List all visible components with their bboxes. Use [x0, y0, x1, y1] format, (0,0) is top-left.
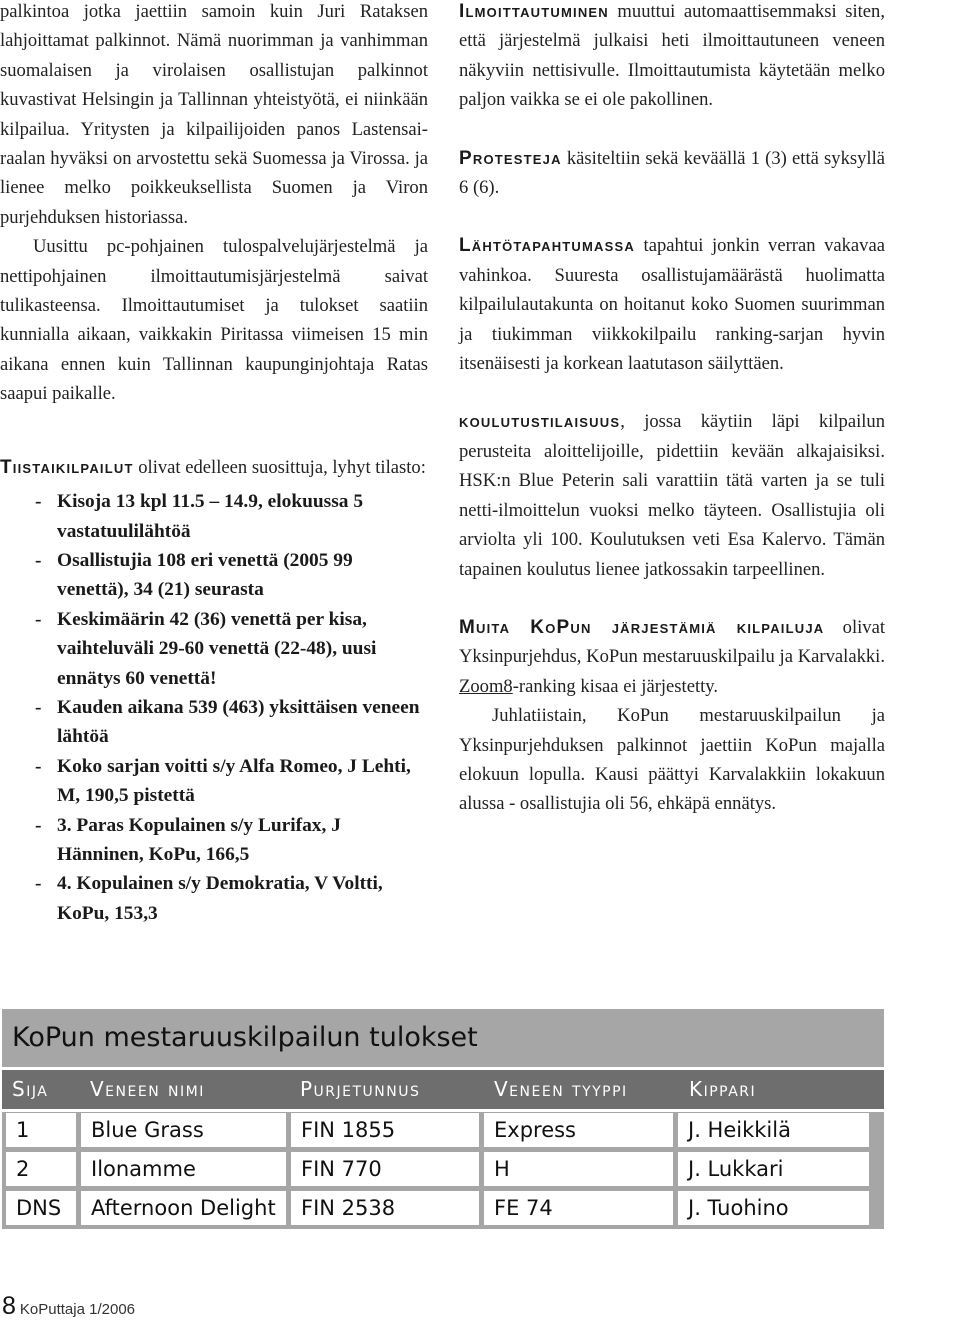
- list-item: [0, 811, 428, 870]
- list-item-text: 4. Kopulainen s/y Demokratia, V Voltti, KoPu, 153,3: [57, 873, 383, 924]
- dash-marker: -: [35, 491, 42, 513]
- paragraph-awards: Juhlatiistain, KoPun mestaruuskilpailun ja Yksinpurjehduksen palkinnot jaettiin KoPun majalla elokuun lopulla. Kausi päättyi Karvalakkiin lokakuun alussa - osallistujia oli 56, ehkäpä ennätys.: [459, 705, 885, 815]
- registration-heading: Ilmoittautuminen: [459, 1, 609, 22]
- cell-skipper: J. Heikkilä: [677, 1112, 870, 1148]
- start-events-text: tapahtui jonkin verran vakavaa vahinkoa. Suuresta osallistujamäärästä huolimatta kilpailulautakunta on hoitanut koko Suomen suurimman ja tiukimman viikkokilpailu ranking-sarjan hyvin itsenäisesti ja korkean laatutason säilyttäen.: [459, 235, 885, 375]
- registration-text: muuttui automaattisemmaksi siten, että järjestelmä julkaisi heti ilmoittautuneen veneen näkyviin nettisivulle. Ilmoittautumista käytetään melko paljon vaikka se ei ole pakollinen.: [459, 1, 885, 111]
- list-item: [0, 752, 428, 811]
- dash-marker: -: [35, 549, 42, 571]
- paragraph-prize-intro: palkintoa jotka jaettiin samoin kuin Juri Rataksen lahjoittamat palkinnot. Nämä nuorimman ja vanhimman suomalaisen ja virolaisen osallistujan palkinnot kuvastivat Helsingin ja Tallinnan yhteistyötä, ei niinkään kilpailua. Yritysten ja kilpailijoiden panos Lastensairaalan hyväksi on arvostettu sekä Suomessa ja Virossa. ja lienee melko poikkeuksellista Suomen ja Viron purjehduksen historiassa.: [0, 1, 428, 228]
- dash-marker: -: [35, 873, 42, 895]
- paragraph-tuesday-races: [0, 453, 428, 482]
- paragraph-training: [459, 407, 885, 583]
- dash-marker: -: [35, 696, 42, 718]
- results-table: [2, 1009, 884, 1229]
- results-table-header: [2, 1070, 884, 1109]
- table-row: [5, 1112, 881, 1148]
- publication-name: KoPuttaja 1/2006: [19, 1301, 135, 1318]
- dash-marker: -: [35, 608, 42, 630]
- paragraph-result-service: Uusittu pc-pohjainen tulospalvelujärjestelmä ja nettipohjainen ilmoittautumisjärjestelmä saivat tulikasteensa. Ilmoittautumiset ja tulokset saatiin kunnialla aikaan, vaikkakin Piritassa viimeisen 15 min aikana ennen kuin Tallinnan kaupunginjohtaja Ratas saapui paikalle.: [0, 236, 428, 405]
- cell-boat-name: Afternoon Delight: [80, 1190, 287, 1226]
- protests-heading: Protesteja: [459, 147, 562, 169]
- paragraph-other-races: [459, 613, 885, 701]
- cell-boat-type: FE 74: [483, 1190, 674, 1226]
- cell-boat-name: Ilonamme: [80, 1151, 287, 1187]
- protests-text: käsiteltiin sekä keväällä 1 (3) että syksyllä 6 (6).: [459, 147, 885, 199]
- other-races-text: olivat Yksinpurjehdus, KoPun mestaruuskilpailu ja Karvalakki.: [459, 616, 885, 668]
- cell-sail-number: FIN 770: [290, 1151, 480, 1187]
- tuesday-races-text: olivat edelleen suosittuja, lyhyt tilasto:: [133, 456, 426, 478]
- results-table-body: [2, 1112, 884, 1229]
- cell-skipper: J. Tuohino: [677, 1190, 870, 1226]
- table-row: [5, 1190, 881, 1226]
- cell-rank: DNS: [5, 1190, 77, 1226]
- statistics-list: [0, 487, 428, 928]
- list-item: [0, 869, 428, 928]
- table-row: [5, 1151, 881, 1187]
- start-events-heading: Lähtötapahtumassa: [459, 235, 635, 257]
- paragraph-protests: [459, 144, 885, 203]
- header-sail-number: Purjetunnus: [300, 1077, 421, 1101]
- cell-boat-type: Express: [483, 1112, 674, 1148]
- cell-boat-name: Blue Grass: [80, 1112, 287, 1148]
- page-footer: [2, 1292, 135, 1321]
- list-item: [0, 605, 428, 693]
- dash-marker: -: [35, 755, 42, 777]
- dash-marker: -: [35, 814, 42, 836]
- paragraph-registration: [459, 0, 885, 115]
- results-table-title: KoPun mestaruuskilpailun tulokset: [2, 1009, 884, 1067]
- tuesday-races-heading: Tiistaikilpailut: [0, 456, 134, 478]
- list-item: [0, 546, 428, 605]
- header-skipper: Kippari: [689, 1077, 757, 1101]
- paragraph-start-events: [459, 231, 885, 378]
- page-number: 8: [2, 1292, 16, 1320]
- header-rank: Sija: [12, 1077, 49, 1101]
- header-boat-name: Veneen nimi: [90, 1077, 205, 1101]
- list-item-text: Kauden aikana 539 (463) yksittäisen veneen lähtöä: [57, 696, 420, 748]
- cell-sail-number: FIN 2538: [290, 1190, 480, 1226]
- cell-skipper: J. Lukkari: [677, 1151, 870, 1187]
- training-heading: koulutustilaisuus: [459, 411, 621, 433]
- list-item-text: Keskimäärin 42 (36) venettä per kisa, vaihteluväli 29-60 venettä (22-48), uusi ennätys 60 venettä!: [57, 608, 377, 689]
- training-text: , jossa käytiin läpi kilpailun perusteita aloittelijoille, pidettiin kevään alkajaisiksi. HSK:n Blue Peterin sali varattiin tätä varten ja se tuli netti-ilmoittelun vuoksi melko täyteen. Osallistujia oli arviolta yli 100. Koulutuksen veti Esa Kalervo. Tämän tapainen koulutus lienee jatkossakin tarpeellinen.: [459, 411, 885, 580]
- cell-boat-type: H: [483, 1151, 674, 1187]
- cell-sail-number: FIN 1855: [290, 1112, 480, 1148]
- left-column: [0, 0, 428, 928]
- list-item-text: Kisoja 13 kpl 11.5 – 14.9, elokuussa 5 vastatuulilähtöä: [57, 491, 364, 542]
- cell-rank: 2: [5, 1151, 77, 1187]
- cell-rank: 1: [5, 1112, 77, 1148]
- list-item-text: 3. Paras Kopulainen s/y Lurifax, J Hänninen, KoPu, 166,5: [57, 814, 341, 865]
- list-item: [0, 487, 428, 546]
- other-races-text-end: -ranking kisaa ei järjestetty.: [512, 675, 719, 697]
- header-boat-type: Veneen tyyppi: [494, 1077, 628, 1101]
- other-races-heading: Muita KoPun järjestämiä kilpailuja: [459, 616, 825, 638]
- list-item-text: Osallistujia 108 eri venettä (2005 99 venettä), 34 (21) seurasta: [57, 549, 353, 601]
- right-column: [459, 0, 885, 819]
- list-item-text: Koko sarjan voitti s/y Alfa Romeo, J Lehti, M, 190,5 pistettä: [57, 755, 411, 807]
- list-item: [0, 693, 428, 752]
- zoom8-link[interactable]: Zoom8: [459, 675, 513, 697]
